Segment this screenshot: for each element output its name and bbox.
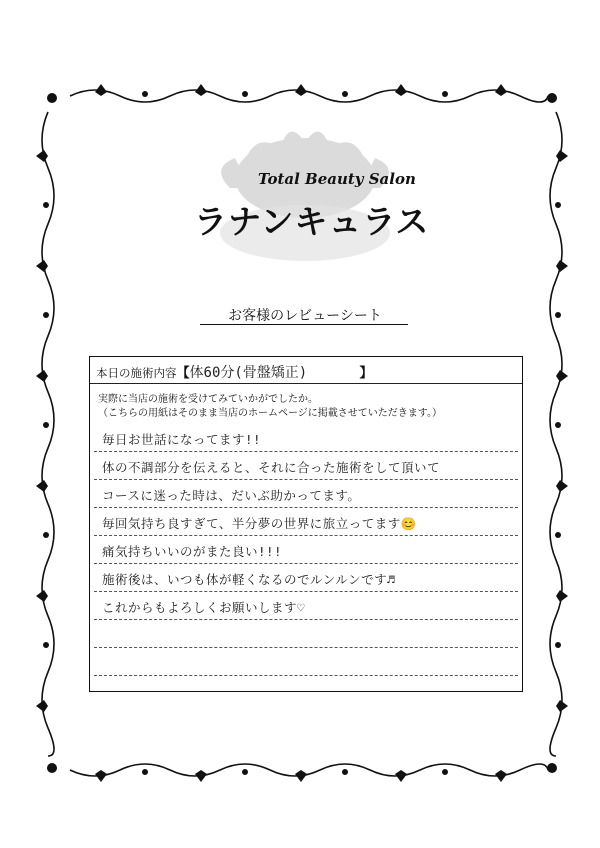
review-form — [89, 356, 523, 692]
ruled-line — [94, 479, 518, 480]
question-line-1: 実際に当店の施術を受けてみていかがでしたか。 — [98, 394, 318, 405]
answer-line-7: これからもよろしくお願いします♡ — [102, 600, 306, 615]
ruled-line — [94, 451, 518, 452]
ruled-line — [94, 535, 518, 536]
answer-line-2: 体の不調部分を伝えると、それに合った施術をして頂いて — [102, 460, 441, 475]
question-line-2: （こちらの用紙はそのまま当店のホームページに掲載させていただきます。） — [98, 408, 442, 419]
course-divider — [90, 383, 522, 384]
answer-line-1: 毎日お世話になってます!! — [102, 432, 262, 447]
title-underline — [200, 324, 408, 325]
course-value: 体60分(骨盤矯正) — [189, 365, 308, 381]
ruled-line — [94, 507, 518, 508]
flower-watermark-icon — [180, 118, 430, 268]
ruled-line — [94, 619, 518, 620]
sheet-title: お客様のレビューシート — [228, 308, 382, 324]
ruled-line — [94, 647, 518, 648]
answer-line-6: 施術後は、いつも体が軽くなるのでルンルンです♬ — [102, 572, 396, 587]
ruled-line — [94, 563, 518, 564]
course-bracket-open: 【 — [176, 366, 190, 381]
course-row — [96, 362, 373, 380]
salon-subtitle: Total Beauty Salon — [258, 170, 416, 188]
course-bracket-close: 】 — [359, 366, 373, 381]
answer-line-3: コースに迷った時は、だいぶ助かってます。 — [102, 488, 361, 503]
salon-name: ラナンキュラス — [194, 202, 430, 241]
ruled-line — [94, 591, 518, 592]
answer-line-4: 毎回気持ち良すぎて、半分夢の世界に旅立ってます😊 — [102, 516, 417, 531]
course-label: 本日の施術内容 — [96, 366, 177, 380]
salon-logo — [180, 118, 430, 268]
ruled-line — [94, 675, 518, 676]
answer-line-5: 痛気持ちいいのがまた良い!!! — [102, 544, 283, 559]
